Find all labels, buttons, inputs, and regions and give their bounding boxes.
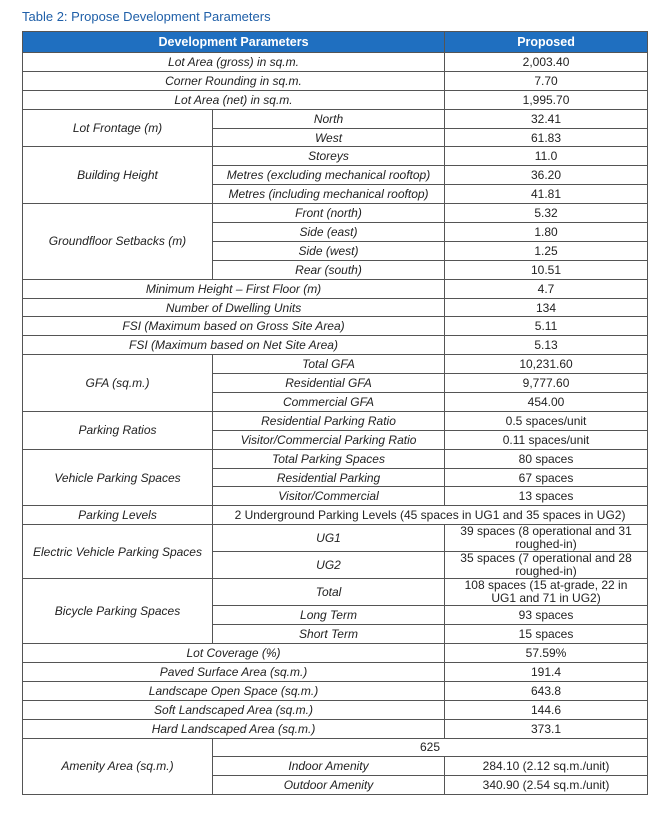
- table-caption: Table 2: Propose Development Parameters: [22, 9, 271, 24]
- group-label: Vehicle Parking Spaces: [23, 449, 213, 506]
- row-label: Soft Landscaped Area (sq.m.): [23, 700, 445, 719]
- table-row: [23, 317, 648, 336]
- value-line: 35 spaces (7 operational and 28: [460, 551, 632, 566]
- group-label: Parking Ratios: [23, 411, 213, 449]
- row-value: 15 spaces: [445, 625, 648, 644]
- row-value: 144.6: [445, 700, 648, 719]
- row-value: 93 spaces: [445, 606, 648, 625]
- row-value: 373.1: [445, 719, 648, 738]
- row-label: Lot Coverage (%): [23, 644, 445, 663]
- table-row: [23, 644, 648, 663]
- row-value: 625: [213, 738, 648, 757]
- table-row: [23, 53, 648, 72]
- table-row: [23, 700, 648, 719]
- sub-label: Metres (including mechanical rooftop): [213, 185, 445, 204]
- table-row: [23, 71, 648, 90]
- row-label: Number of Dwelling Units: [23, 298, 445, 317]
- row-value: 1.80: [445, 223, 648, 242]
- sub-label: UG1: [213, 525, 445, 552]
- value-line: 108 spaces (15 at-grade, 22 in: [464, 578, 628, 593]
- table-row: [23, 506, 648, 525]
- row-value: 32.41: [445, 109, 648, 128]
- row-value: 80 spaces: [445, 449, 648, 468]
- group-label: GFA (sq.m.): [23, 355, 213, 412]
- row-value: 284.10 (2.12 sq.m./unit): [445, 757, 648, 776]
- row-value: 61.83: [445, 128, 648, 147]
- row-value: 10,231.60: [445, 355, 648, 374]
- row-value: [445, 552, 648, 579]
- sub-label: North: [213, 109, 445, 128]
- sub-label: Visitor/Commercial: [213, 487, 445, 506]
- row-value: 2,003.40: [445, 53, 648, 72]
- row-value: 10.51: [445, 260, 648, 279]
- row-value: 2 Underground Parking Levels (45 spaces in UG1 and 35 spaces in UG2): [213, 506, 648, 525]
- header-proposed: Proposed: [445, 32, 648, 53]
- sub-label: West: [213, 128, 445, 147]
- row-value: 454.00: [445, 393, 648, 412]
- sub-label: Total: [213, 579, 445, 606]
- value-line: roughed-in): [515, 564, 577, 579]
- sub-label: Long Term: [213, 606, 445, 625]
- sub-label: Rear (south): [213, 260, 445, 279]
- table-row: [23, 147, 648, 166]
- table-row: [23, 355, 648, 374]
- table-row: [23, 681, 648, 700]
- row-value: [445, 525, 648, 552]
- sub-label: Visitor/Commercial Parking Ratio: [213, 430, 445, 449]
- sub-label: Side (east): [213, 223, 445, 242]
- row-label: Minimum Height – First Floor (m): [23, 279, 445, 298]
- sub-label: Storeys: [213, 147, 445, 166]
- row-value: 67 spaces: [445, 468, 648, 487]
- table-row: [23, 279, 648, 298]
- row-value: 0.11 spaces/unit: [445, 430, 648, 449]
- row-value: 57.59%: [445, 644, 648, 663]
- table-row: [23, 336, 648, 355]
- table-row: [23, 90, 648, 109]
- sub-label: Total Parking Spaces: [213, 449, 445, 468]
- sub-label: Metres (excluding mechanical rooftop): [213, 166, 445, 185]
- group-label: Electric Vehicle Parking Spaces: [23, 525, 213, 579]
- group-label: Bicycle Parking Spaces: [23, 579, 213, 644]
- table-row: [23, 579, 648, 606]
- row-label: FSI (Maximum based on Gross Site Area): [23, 317, 445, 336]
- table-row: [23, 298, 648, 317]
- sub-label: Commercial GFA: [213, 393, 445, 412]
- row-value: 9,777.60: [445, 374, 648, 393]
- value-line: UG1 and 71 in UG2): [491, 591, 601, 606]
- row-label: Hard Landscaped Area (sq.m.): [23, 719, 445, 738]
- row-value: 5.13: [445, 336, 648, 355]
- table-row: [23, 525, 648, 552]
- row-value: 191.4: [445, 662, 648, 681]
- sub-label: Total GFA: [213, 355, 445, 374]
- row-label: Corner Rounding in sq.m.: [23, 71, 445, 90]
- row-value: 5.32: [445, 204, 648, 223]
- group-label: Lot Frontage (m): [23, 109, 213, 147]
- row-value: 11.0: [445, 147, 648, 166]
- row-value: [445, 579, 648, 606]
- sub-label: UG2: [213, 552, 445, 579]
- table-row: [23, 109, 648, 128]
- value-line: 39 spaces (8 operational and 31: [460, 524, 632, 539]
- row-value: 643.8: [445, 681, 648, 700]
- sub-label: Front (north): [213, 204, 445, 223]
- row-value: 1,995.70: [445, 90, 648, 109]
- row-label: Lot Area (net) in sq.m.: [23, 90, 445, 109]
- table-row: [23, 738, 648, 757]
- row-label: Paved Surface Area (sq.m.): [23, 662, 445, 681]
- row-label: Parking Levels: [23, 506, 213, 525]
- group-label: Groundfloor Setbacks (m): [23, 204, 213, 280]
- table-row: [23, 204, 648, 223]
- header-parameters: Development Parameters: [23, 32, 445, 53]
- table-row: [23, 662, 648, 681]
- row-value: 340.90 (2.54 sq.m./unit): [445, 776, 648, 795]
- row-label: Landscape Open Space (sq.m.): [23, 681, 445, 700]
- sub-label: Short Term: [213, 625, 445, 644]
- row-label: Lot Area (gross) in sq.m.: [23, 53, 445, 72]
- table-header-row: [23, 32, 648, 53]
- group-label: Building Height: [23, 147, 213, 204]
- development-parameters-table: [22, 31, 648, 795]
- row-value: 5.11: [445, 317, 648, 336]
- row-value: 41.81: [445, 185, 648, 204]
- sub-label: Outdoor Amenity: [213, 776, 445, 795]
- row-value: 4.7: [445, 279, 648, 298]
- row-label: FSI (Maximum based on Net Site Area): [23, 336, 445, 355]
- row-value: 134: [445, 298, 648, 317]
- sub-label: Residential Parking: [213, 468, 445, 487]
- row-value: 36.20: [445, 166, 648, 185]
- group-label: Amenity Area (sq.m.): [23, 738, 213, 795]
- value-line: roughed-in): [515, 537, 577, 552]
- row-value: 1.25: [445, 241, 648, 260]
- sub-label: Residential GFA: [213, 374, 445, 393]
- table-row: [23, 719, 648, 738]
- row-value: 7.70: [445, 71, 648, 90]
- row-value: 13 spaces: [445, 487, 648, 506]
- sub-label: Side (west): [213, 241, 445, 260]
- row-value: 0.5 spaces/unit: [445, 411, 648, 430]
- sub-label: Residential Parking Ratio: [213, 411, 445, 430]
- table-row: [23, 449, 648, 468]
- table-row: [23, 411, 648, 430]
- sub-label: Indoor Amenity: [213, 757, 445, 776]
